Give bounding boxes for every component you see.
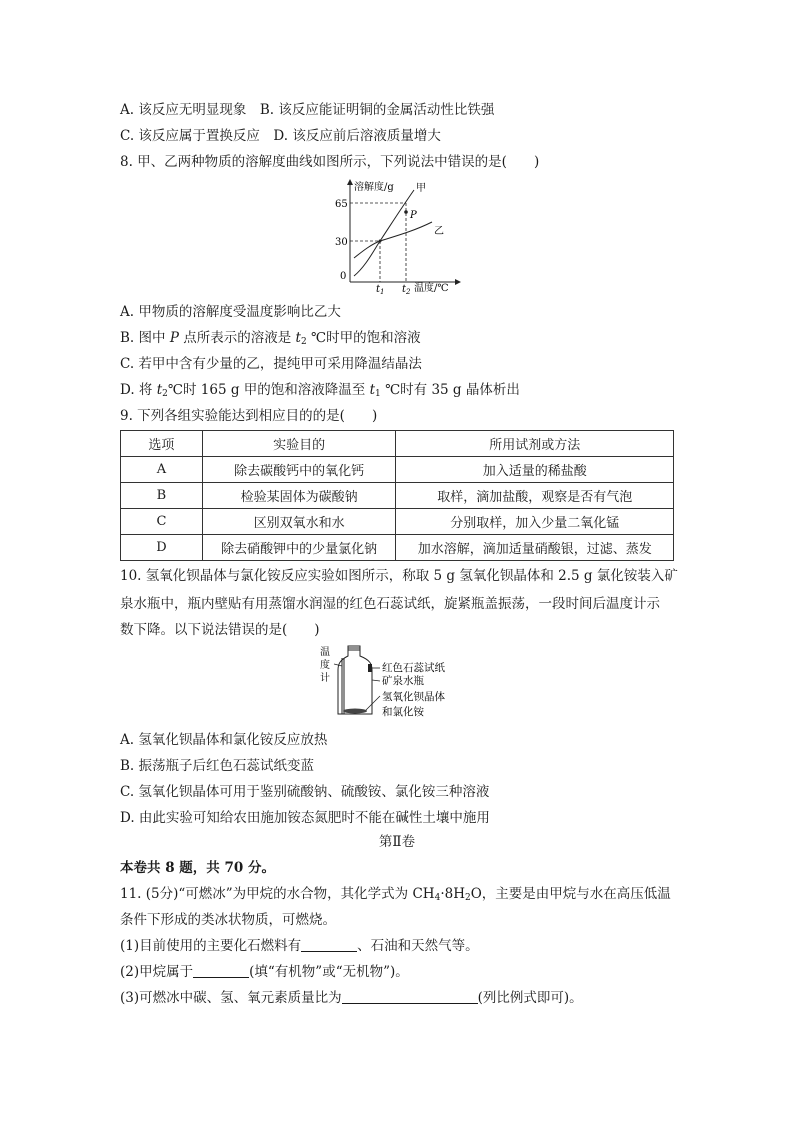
q10-option-a: A. 氢氧化钡晶体和氯化铵反应放热	[120, 732, 328, 748]
q7-options-line-1: A. 该反应无明显现象 B. 该反应能证明铜的金属活动性比铁强	[120, 102, 495, 118]
q8-option-a: A. 甲物质的溶解度受温度影响比乙大	[120, 304, 341, 320]
q10-stem-line-2: 泉水瓶中，瓶内壁贴有用蒸馏水润湿的红色石蕊试纸，旋紧瓶盖振荡，一段时间后温度计示	[120, 596, 660, 612]
table-cell: 取样，滴加盐酸，观察是否有气泡	[396, 483, 674, 509]
y-tick-65: 65	[335, 199, 348, 210]
y-tick-30: 30	[335, 237, 348, 248]
table-header-row	[121, 431, 674, 457]
q10-option-d: D. 由此实验可知给农田施加铵态氮肥时不能在碱性土壤中施用	[120, 810, 490, 826]
answer-blank[interactable]	[342, 989, 478, 1004]
q8-option-c: C. 若甲中含有少量的乙，提纯甲可采用降温结晶法	[120, 356, 422, 372]
table-cell: 除去硝酸钾中的少量氯化钠	[202, 535, 396, 561]
x-tick-t1: $t_1$	[376, 284, 385, 294]
table-cell: C	[121, 509, 203, 535]
label-ammonium-chloride: 和氯化铵	[382, 706, 424, 718]
q11-stem-line-1: 11. (5分)“可燃冰”为甲烷的水合物，其化学式为 $CH_4\cdot 8H_2O$，主要是由甲烷与水在高压低温	[120, 886, 671, 903]
table-cell: 加入适量的稀盐酸	[396, 457, 674, 483]
q11-part-3: (3)可燃冰中碳、氢、氧元素质量比为 (列比例式即可)。	[120, 990, 583, 1006]
curve-yi	[354, 222, 432, 258]
point-p	[404, 210, 408, 214]
q9-table	[120, 430, 674, 561]
table-cell: 区别双氧水和水	[202, 509, 396, 535]
thermometer-label-2: 度	[320, 660, 330, 671]
table-cell: 检验某固体为碳酸钠	[202, 483, 396, 509]
section-title: 第Ⅱ卷	[378, 834, 416, 850]
table-row	[121, 457, 674, 483]
label-crystals: 氢氧化钡晶体	[382, 691, 445, 703]
table-cell: 分别取样，加入少量二氧化锰	[396, 509, 674, 535]
x-axis-label: 温度/℃	[414, 283, 449, 294]
intersection-point	[379, 240, 382, 243]
q8-option-d: D. 将 $t_2℃$时 165 g 甲的饱和溶液降温至 $t_1$ ℃时有 35 g 晶体析出	[120, 382, 520, 399]
bottle-icon	[338, 648, 372, 714]
q11-part-2: (2)甲烷属于 (填“有机物”或“无机物”)。	[120, 964, 409, 980]
q11-part-1: (1)目前使用的主要化石燃料有 、石油和天然气等。	[120, 938, 479, 954]
answer-blank[interactable]	[301, 937, 357, 952]
q10-option-c: C. 氢氧化钡晶体可用于鉴别硫酸钠、硫酸铵、氯化铵三种溶液	[120, 784, 490, 800]
thermometer-label-3: 计	[320, 673, 330, 684]
curve-yi-label: 乙	[434, 226, 444, 237]
table-cell: B	[121, 483, 203, 509]
crystals-icon	[343, 709, 367, 714]
curve-jia-label: 甲	[416, 183, 426, 194]
section-note: 本卷共 8 题，共 70 分。	[120, 860, 275, 876]
table-header: 所用试剂或方法	[396, 431, 674, 457]
bottle-apparatus-figure	[318, 644, 478, 722]
table-cell: D	[121, 535, 203, 561]
litmus-paper-icon	[368, 664, 372, 672]
q8-option-b: B. 图中 P 点所表示的溶液是 $t_2$ ℃时甲的饱和溶液	[120, 330, 421, 347]
table-cell: 除去碳酸钙中的氧化钙	[202, 457, 396, 483]
q10-stem-line-1: 10. 氢氧化钡晶体与氯化铵反应实验如图所示，称取 5 g 氢氧化钡晶体和 2.5 g 氯化铵装入矿	[120, 568, 678, 584]
label-litmus-paper: 红色石蕊试纸	[382, 662, 445, 674]
solubility-graph	[330, 178, 470, 294]
y-axis-label: 溶解度/g	[354, 182, 394, 193]
q10-stem-line-3: 数下降。以下说法错误的是( )	[120, 622, 320, 638]
table-row	[121, 535, 674, 561]
table-header: 实验目的	[202, 431, 396, 457]
label-bottle: 矿泉水瓶	[382, 675, 424, 687]
table-cell: A	[121, 457, 203, 483]
point-p-label: P	[410, 210, 417, 221]
origin-label: 0	[340, 271, 347, 282]
q7-options-line-2: C. 该反应属于置换反应 D. 该反应前后溶液质量增大	[120, 128, 441, 144]
q10-option-b: B. 振荡瓶子后红色石蕊试纸变蓝	[120, 758, 315, 774]
q9-stem: 9. 下列各组实验能达到相应目的的是( )	[120, 408, 378, 424]
table-cell: 加水溶解，滴加适量硝酸银，过滤、蒸发	[396, 535, 674, 561]
table-header: 选项	[121, 431, 203, 457]
q11-stem-line-2: 条件下形成的类冰状物质，可燃烧。	[120, 912, 336, 928]
answer-blank[interactable]	[193, 963, 249, 978]
q8-stem: 8. 甲、乙两种物质的溶解度曲线如图所示，下列说法中错误的是( )	[120, 154, 540, 170]
table-row	[121, 509, 674, 535]
thermometer-label-1: 温	[320, 647, 330, 658]
table-row	[121, 483, 674, 509]
x-tick-t2: $t_2$	[402, 284, 411, 294]
